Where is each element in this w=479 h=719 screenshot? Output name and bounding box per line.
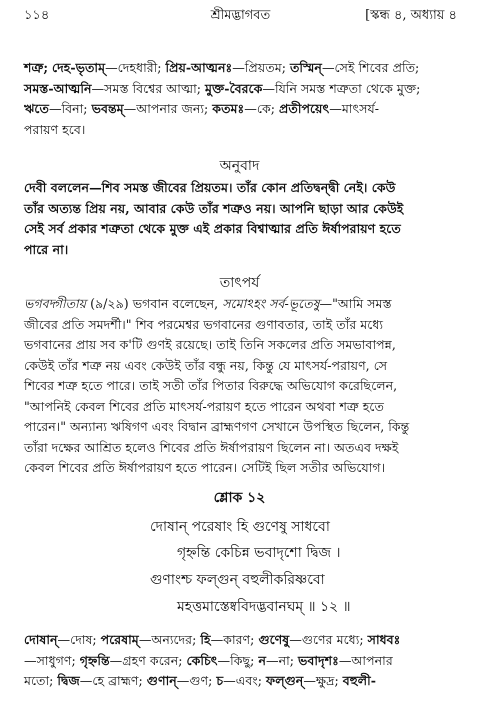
translation-line: দেবী বললেন—শিব সমস্ত জীবের প্রিয়তম। তাঁর কোন প্রতিদ্বন্দ্বী নেই। কেউ — [24, 180, 396, 195]
text-run: —আপনার — [338, 652, 393, 668]
text-run: —গুণ; — [176, 673, 217, 688]
synonym-line — [24, 58, 457, 79]
text-run: "আপনিই কেবল শিবের প্রতি মাৎসর্য-পরায়ণ হতে পারেন অথবা শত্রু হতে — [24, 398, 384, 414]
translation-line: তাঁর অত্যন্ত প্রিয় নয়, আবার কেউ তাঁর শত্রুও নয়। আপনি ছাড়া আর কেউই — [24, 200, 404, 216]
bold-term: ভবাদৃশঃ — [297, 652, 339, 668]
text-run: —গ্রহণ করেন; — [109, 652, 187, 668]
bold-term: দেহ-ভৃতাম্ — [52, 60, 106, 75]
text-run: —কারণ; — [210, 632, 259, 647]
bold-term: ন — [258, 652, 266, 668]
synonym-line — [24, 651, 457, 672]
bold-term: প্রতীপয়েৎ — [279, 101, 330, 116]
purport-heading: তাৎপর্য — [219, 275, 260, 291]
bold-term: মুক্ত-বৈরকে — [205, 80, 263, 96]
bold-term: গৃহ্নন্তি — [79, 652, 110, 668]
purport-line — [24, 458, 457, 479]
translation-line: পারে না। — [24, 241, 69, 257]
text-run: —মাৎসর্য- — [329, 101, 380, 116]
bold-term: পরেষাম্ — [100, 632, 139, 647]
text-run: শিবের শত্রু হতে পারে। তাই সতী তাঁর পিতার বিরুদ্ধে অভিযোগ করেছিলেন, — [24, 378, 398, 393]
text-run: মতো; — [24, 673, 58, 688]
bold-term: সাধবঃ — [367, 632, 401, 647]
text-run: ভগবানের প্রায় সব ক'টি গুণই রয়েছে। তাই তিনি সকলের প্রতি সমভাবাপন্ন, — [24, 337, 396, 352]
italic-text: সমোঽহং সর্ব-ভূতেষু — [222, 296, 320, 311]
text-run: —প্রিয়তম; — [232, 60, 290, 75]
purport-line — [24, 376, 457, 397]
bold-term: শত্রু; — [24, 60, 48, 75]
bold-term: গুণান্ — [146, 673, 177, 688]
synonym-line — [24, 79, 457, 100]
purport-line — [24, 335, 457, 356]
bold-term: গুণেষু — [258, 632, 290, 647]
text-run: তাঁরা দক্ষের আশ্রিত হলেও শিবের প্রতি ঈর্ষাপরায়ণ ছিলেন না। অতএব দক্ষই — [24, 439, 399, 455]
purport-line — [24, 294, 457, 315]
verse-heading: শ্লোক ১২ — [213, 490, 266, 506]
bold-term: কতমঃ — [212, 101, 245, 116]
text-run: —কে; — [244, 101, 279, 116]
text-run: জীবের প্রতি সমদর্শী।" শিব পরমেশ্বর ভগবানের গুণাবতার, তাই তাঁর মধ্যে — [24, 316, 384, 332]
synonym-line — [24, 99, 457, 120]
purport-line — [24, 356, 457, 377]
text-run: —দেহধারী; — [105, 60, 166, 75]
text-run: —দোষ; — [57, 632, 101, 647]
bold-term: সমস্ত-আত্মনি — [24, 80, 92, 96]
translation-text — [24, 178, 457, 260]
text-run: কেউই তাঁর শত্রু নয় এবং কেউই তাঁর বন্ধু নয়, কিন্তু যে মাৎসর্য-পরায়ণ, সে — [24, 357, 388, 373]
text-run: —সমস্ত বিশ্বের আত্মা; — [91, 80, 206, 96]
bold-term: ফল্গুন্ — [266, 673, 304, 688]
text-run: কেবল শিবের প্রতি ঈর্ষাপরায়ণ হতে পারেন। সেটিই ছিল সতীর অভিযোগ। — [24, 460, 386, 475]
text-run: —আপনার জন্য; — [123, 101, 213, 116]
synonym-line — [24, 630, 457, 651]
text-run: (৯/২৯) ভগবান বলেছেন, — [86, 296, 223, 311]
verse-line: দোষান্ পরেষাং হি গুণেষু সাধবো — [150, 519, 330, 535]
text-run: —অন্যদের; — [138, 632, 201, 647]
purport-line — [24, 315, 457, 336]
text-run: —হে ব্রাহ্মণ; — [79, 673, 147, 688]
purport-text — [24, 294, 457, 479]
text-run: —বিনা; — [48, 101, 92, 116]
text-run: পরায়ণ হবে। — [24, 121, 86, 137]
text-run: —এবং; — [223, 673, 267, 688]
text-run: —সেই শিবের প্রতি; — [321, 60, 420, 75]
bold-term: চ — [216, 673, 224, 688]
bold-term: প্রিয়-আত্মনঃ — [165, 60, 233, 75]
purport-line — [24, 397, 457, 418]
purport-line — [24, 417, 457, 438]
synonym-line — [24, 671, 457, 692]
text-run: —"আমি সমস্ত — [319, 296, 392, 311]
bold-term: ভবন্তম্ — [91, 101, 124, 116]
bold-term: তস্মিন্ — [289, 60, 322, 75]
verse-line: মহত্তমাস্তেষ্ববিদদ্ভবানঘম্ ॥ ১২ ॥ — [177, 599, 351, 615]
page-header — [24, 6, 457, 26]
text-run: পারেন।" অন্যান্য ঋষিগণ এবং বিদ্বান ব্রাহ্মণগণ সেখানে উপস্থিত ছিলেন, কিন্তু — [24, 419, 410, 434]
text-run: —ক্ষুদ্র; — [303, 673, 343, 688]
text-run: —গুণের মধ্যে; — [289, 632, 368, 647]
text-run: —না; — [265, 652, 298, 668]
page-number: ১১৪ — [24, 8, 50, 23]
bold-term: বহুলী- — [342, 673, 376, 688]
bold-term: হি — [200, 632, 211, 647]
text-run: —যিনি সমস্ত শত্রুতা থেকে মুক্ত; — [262, 80, 421, 96]
running-title: শ্রীমদ্ভাগবত — [210, 8, 271, 23]
verse-line: গৃহ্নন্তি কেচিন্ন ভবাদৃশো দ্বিজ । — [177, 545, 341, 561]
verse-line: গুণাংশ্চ ফল্গুন্ বহুলীকরিষ্ণবো — [150, 572, 325, 588]
canto-chapter-reference: [স্কন্ধ ৪, অধ্যায় ৪ — [365, 8, 457, 23]
translation-heading: অনুবাদ — [219, 158, 260, 174]
word-meanings-bottom — [24, 630, 457, 692]
purport-line — [24, 438, 457, 459]
synonym-line — [24, 120, 457, 141]
bold-term: দ্বিজ — [57, 673, 80, 688]
text-run: —কিছু; — [217, 652, 259, 668]
bold-term: দোষান্ — [24, 632, 58, 647]
word-meanings-top — [24, 58, 457, 140]
translation-line: সেই সর্ব প্রকার শত্রুতা থেকে মুক্ত এই প্রকার বিশ্বাত্মার প্রতি ঈর্ষাপরায়ণ হতে — [24, 221, 401, 236]
text-run: —সাধুগণ; — [24, 652, 80, 668]
italic-text: ভগবদ্গীতায় — [24, 296, 87, 311]
bold-term: কেচিৎ — [186, 652, 218, 668]
bold-term: ঋতে — [24, 101, 49, 116]
